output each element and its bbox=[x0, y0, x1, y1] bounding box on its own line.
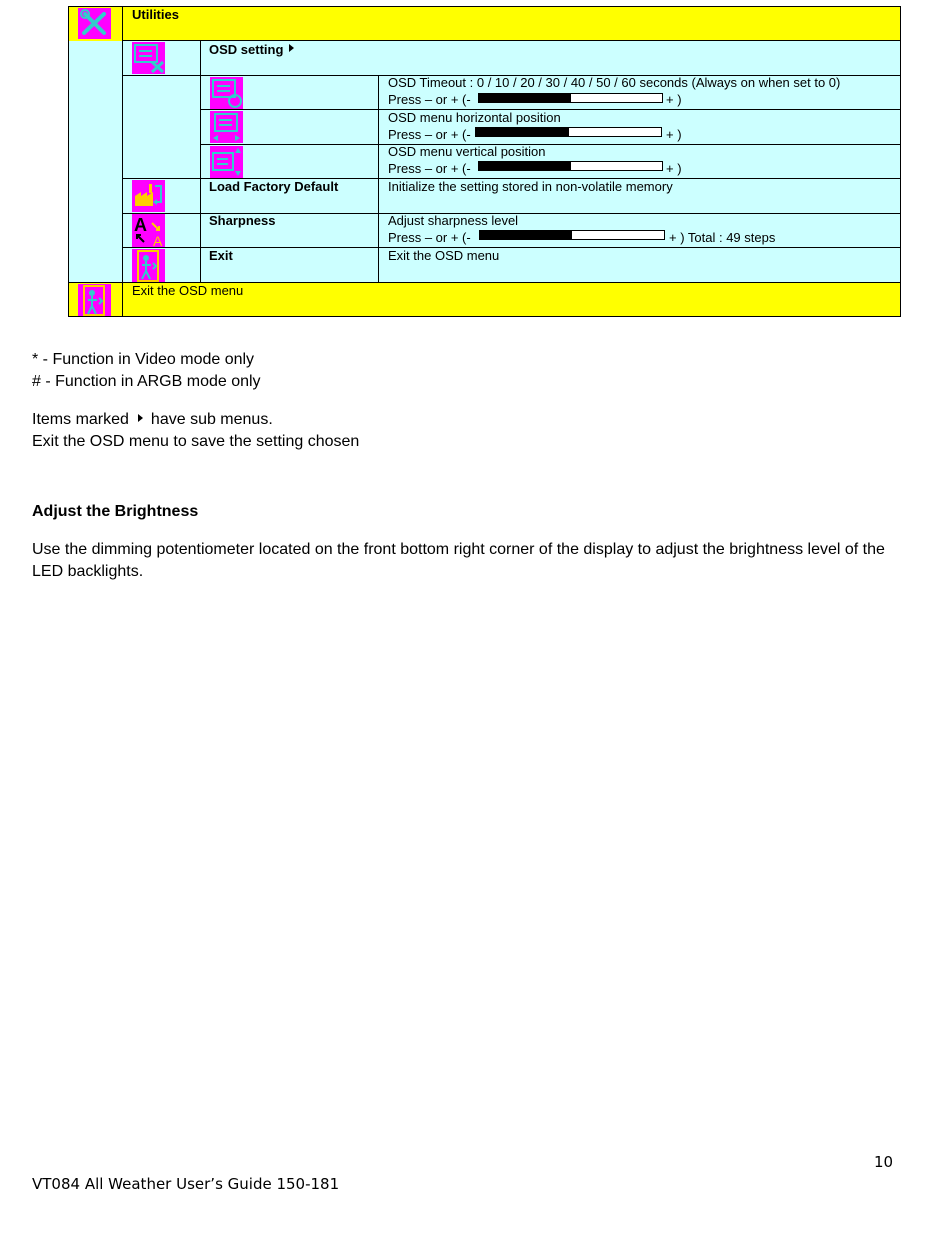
osd-vertical-text: OSD menu vertical position bbox=[388, 144, 546, 159]
note-items-marked: Items marked have sub menus. bbox=[32, 411, 273, 428]
osd-vertical-press: Press – or + (- bbox=[388, 161, 471, 176]
osd-horizontal-icon bbox=[210, 111, 243, 143]
utilities-row bbox=[68, 6, 901, 41]
osd-clock-icon bbox=[210, 77, 243, 109]
osd-vertical-slider bbox=[478, 161, 663, 171]
osd-timeout-text: OSD Timeout : 0 / 10 / 20 / 30 / 40 / 50 / 60 seconds (Always on when set to 0) bbox=[388, 75, 841, 90]
sharpness-label: Sharpness bbox=[209, 213, 276, 228]
brightness-heading: Adjust the Brightness bbox=[32, 503, 199, 520]
brightness-line2: LED backlights. bbox=[32, 563, 144, 580]
brightness-line1: Use the dimming potentiometer located on the front bottom right corner of the display to adjust the brightness level of the bbox=[32, 541, 885, 558]
osd-settings-icon bbox=[132, 42, 165, 74]
svg-text:A: A bbox=[153, 233, 163, 247]
sharpness-slider bbox=[479, 230, 665, 240]
svg-text:A: A bbox=[134, 215, 147, 235]
note-argb: # - Function in ARGB mode only bbox=[32, 373, 261, 390]
footer-guide: VT084 All Weather User’s Guide 150-181 bbox=[32, 1175, 340, 1193]
osd-horizontal-press: Press – or + (- bbox=[388, 127, 471, 142]
note-exit-save: Exit the OSD menu to save the setting chosen bbox=[32, 433, 360, 450]
osd-vertical-icon bbox=[210, 146, 243, 178]
tools-icon bbox=[78, 8, 111, 39]
osd-timeout-slider bbox=[478, 93, 663, 103]
page-number: 10 bbox=[874, 1153, 894, 1171]
exit-label: Exit bbox=[209, 248, 233, 263]
utilities-label: Utilities bbox=[132, 7, 179, 22]
sharpness-close: + ) Total : 49 steps bbox=[669, 230, 776, 245]
exit-door-icon bbox=[78, 284, 111, 316]
osd-horizontal-text: OSD menu horizontal position bbox=[388, 110, 561, 125]
osd-horizontal-close: + ) bbox=[666, 127, 682, 142]
sharpness-text: Adjust sharpness level bbox=[388, 213, 519, 228]
sharpness-press: Press – or + (- bbox=[388, 230, 471, 245]
factory-icon bbox=[132, 180, 165, 212]
submenu-arrow-icon bbox=[289, 44, 294, 52]
osd-horizontal-slider bbox=[475, 127, 662, 137]
osd-menu-table bbox=[68, 6, 901, 317]
load-factory-desc: Initialize the setting stored in non-volatile memory bbox=[388, 179, 673, 194]
osd-setting-label: OSD setting bbox=[209, 42, 294, 57]
submenu-arrow-icon bbox=[138, 414, 143, 422]
exit-main-desc: Exit the OSD menu bbox=[132, 283, 244, 298]
sharpness-icon bbox=[132, 214, 165, 247]
osd-vertical-close: + ) bbox=[666, 161, 682, 176]
load-factory-label: Load Factory Default bbox=[209, 179, 339, 194]
osd-timeout-close: + ) bbox=[666, 92, 682, 107]
osd-timeout-press: Press – or + (- bbox=[388, 92, 471, 107]
exit-door-icon bbox=[132, 249, 165, 282]
note-video: * - Function in Video mode only bbox=[32, 351, 255, 368]
exit-desc: Exit the OSD menu bbox=[388, 248, 500, 263]
